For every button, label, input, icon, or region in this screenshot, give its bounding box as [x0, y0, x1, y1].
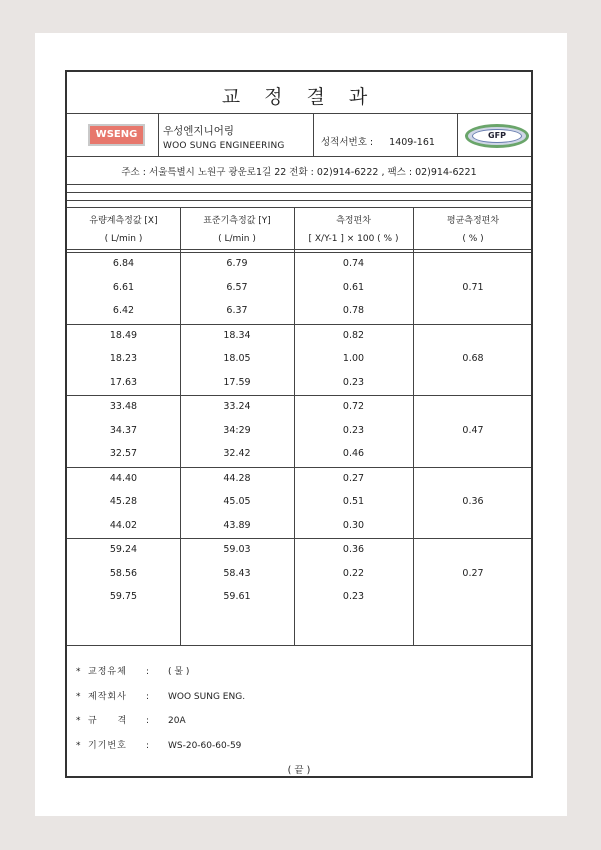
- table-cell: 59.75: [109, 591, 138, 603]
- divider: [158, 113, 159, 156]
- company-name-korean: 우성엔지니어링: [163, 125, 235, 137]
- note-value: 20A: [168, 716, 186, 726]
- table-cell: 0.74: [342, 258, 365, 269]
- average-deviation-cell: 0.36: [462, 496, 484, 508]
- note-colon: :: [146, 691, 150, 702]
- gfp-logo: [465, 124, 529, 148]
- divider: [67, 156, 531, 157]
- certificate-number: [321, 134, 435, 148]
- note-bullet: *: [76, 740, 81, 751]
- divider: [457, 113, 458, 156]
- note-item: [76, 689, 245, 702]
- page-title: 교 정 결 과: [221, 86, 377, 108]
- note-item: [76, 664, 189, 677]
- column-header-flowmeter: [67, 212, 180, 248]
- average-deviation-cell: 0.68: [462, 353, 484, 365]
- table-cell: 6.37: [226, 305, 248, 316]
- column-header-line: 유량계측정값 [X]: [89, 216, 158, 226]
- table-cell: 0.22: [342, 567, 365, 579]
- column-header-deviation: [294, 212, 413, 248]
- table-cell: 17.63: [109, 376, 138, 388]
- table-cell: 18.49: [109, 329, 138, 341]
- note-item: [76, 738, 241, 751]
- table-cell: 44.02: [109, 519, 138, 531]
- table-cell: 6.42: [112, 305, 135, 316]
- note-value: WOO SUNG ENG.: [168, 691, 246, 702]
- certificate-number-value: 1409-161: [389, 137, 435, 148]
- divider: [67, 192, 531, 193]
- note-bullet: *: [76, 716, 81, 726]
- table-cell: 18.05: [223, 353, 251, 365]
- table-cell: 6.84: [112, 258, 135, 269]
- table-cell: 0.51: [342, 496, 365, 508]
- table-cell: 0.36: [342, 544, 365, 556]
- company-address: 주소 : 서울특별시 노원구 광운로1길 22 전화 : 02)914-6222 , 팩스 : 02)914-6221: [121, 167, 477, 178]
- average-deviation-cell: 0.27: [462, 567, 484, 579]
- column-header-unit: ( L/min ): [218, 234, 256, 244]
- note-label: 교정유체: [88, 667, 127, 677]
- table-cell: 0.23: [342, 591, 365, 603]
- divider: [67, 207, 531, 208]
- table-cell: 59.03: [223, 544, 251, 556]
- divider: [313, 113, 314, 156]
- table-cell: 44.28: [223, 472, 251, 484]
- column-header-unit: [ X/Y-1 ] × 100 ( % ): [308, 234, 399, 244]
- column-header-line: 평균측정편차: [446, 216, 500, 226]
- divider: [67, 252, 531, 253]
- note-colon: :: [146, 740, 150, 751]
- divider: [67, 645, 531, 646]
- table-cell: 18.34: [223, 329, 251, 341]
- document-sheet: [35, 33, 567, 816]
- table-cell: 0.23: [342, 376, 365, 388]
- column-header-average-deviation: [413, 212, 533, 248]
- note-label: 기기번호: [88, 740, 127, 751]
- table-cell: 59.24: [109, 544, 138, 556]
- note-value: ( 물 ): [168, 667, 190, 677]
- table-cell: 33.24: [223, 401, 251, 413]
- table-cell: 0.61: [342, 281, 365, 293]
- note-label: 규 격: [88, 716, 136, 726]
- column-header-line: 표준기측정값 [Y]: [203, 216, 271, 226]
- table-cell: 0.23: [342, 424, 365, 436]
- table-cell: 32.42: [223, 448, 251, 460]
- column-header-line: 측정편차: [336, 216, 371, 226]
- table-cell: 0.72: [342, 401, 365, 413]
- divider: [67, 113, 531, 114]
- table-cell: 6.57: [226, 281, 248, 293]
- certificate-frame: [65, 70, 533, 778]
- wseng-logo: WSENG: [88, 124, 145, 146]
- table-cell: 58.43: [223, 567, 251, 579]
- table-cell: 18.23: [109, 353, 138, 365]
- table-cell: 43.89: [223, 519, 251, 531]
- table-cell: 34.37: [109, 424, 138, 436]
- divider: [67, 184, 531, 185]
- table-cell: 17.59: [223, 376, 251, 388]
- column-header-unit: ( % ): [462, 234, 484, 244]
- average-deviation-cell: 0.47: [462, 424, 484, 436]
- divider: [67, 200, 531, 201]
- table-cell: 6.61: [112, 281, 135, 293]
- table-cell: 58.56: [109, 567, 138, 579]
- average-deviation-cell: 0.71: [462, 281, 484, 293]
- divider: [67, 249, 531, 250]
- note-item: [76, 713, 186, 726]
- table-cell: 0.27: [342, 472, 365, 484]
- table-cell: 0.30: [342, 519, 365, 531]
- note-colon: :: [146, 667, 150, 677]
- table-cell: 59.61: [223, 591, 251, 603]
- note-bullet: *: [76, 667, 81, 677]
- table-cell: 6.79: [226, 258, 248, 269]
- group-divider: [67, 538, 531, 539]
- end-mark: ( 끝 ): [287, 765, 311, 776]
- company-name-english: WOO SUNG ENGINEERING: [163, 141, 285, 151]
- note-value: WS-20-60-60-59: [168, 740, 242, 751]
- note-label: 제작회사: [88, 691, 127, 702]
- table-cell: 45.28: [109, 496, 138, 508]
- table-cell: 44.40: [109, 472, 138, 484]
- group-divider: [67, 324, 531, 325]
- table-cell: 1.00: [342, 353, 365, 365]
- table-cell: 45.05: [223, 496, 251, 508]
- column-header-unit: ( L/min ): [104, 234, 143, 244]
- group-divider: [67, 467, 531, 468]
- table-cell: 0.78: [342, 305, 365, 316]
- group-divider: [67, 395, 531, 396]
- gfp-logo-text: GFP: [472, 129, 522, 143]
- note-colon: :: [146, 716, 150, 726]
- note-bullet: *: [76, 691, 81, 702]
- table-cell: 33.48: [109, 401, 138, 413]
- table-cell: 0.46: [342, 448, 365, 460]
- column-header-standard: [180, 212, 294, 248]
- table-cell: 34:29: [223, 424, 251, 436]
- certificate-number-label: 성적서번호 :: [321, 137, 374, 148]
- table-cell: 32.57: [109, 448, 138, 460]
- table-cell: 0.82: [342, 329, 365, 341]
